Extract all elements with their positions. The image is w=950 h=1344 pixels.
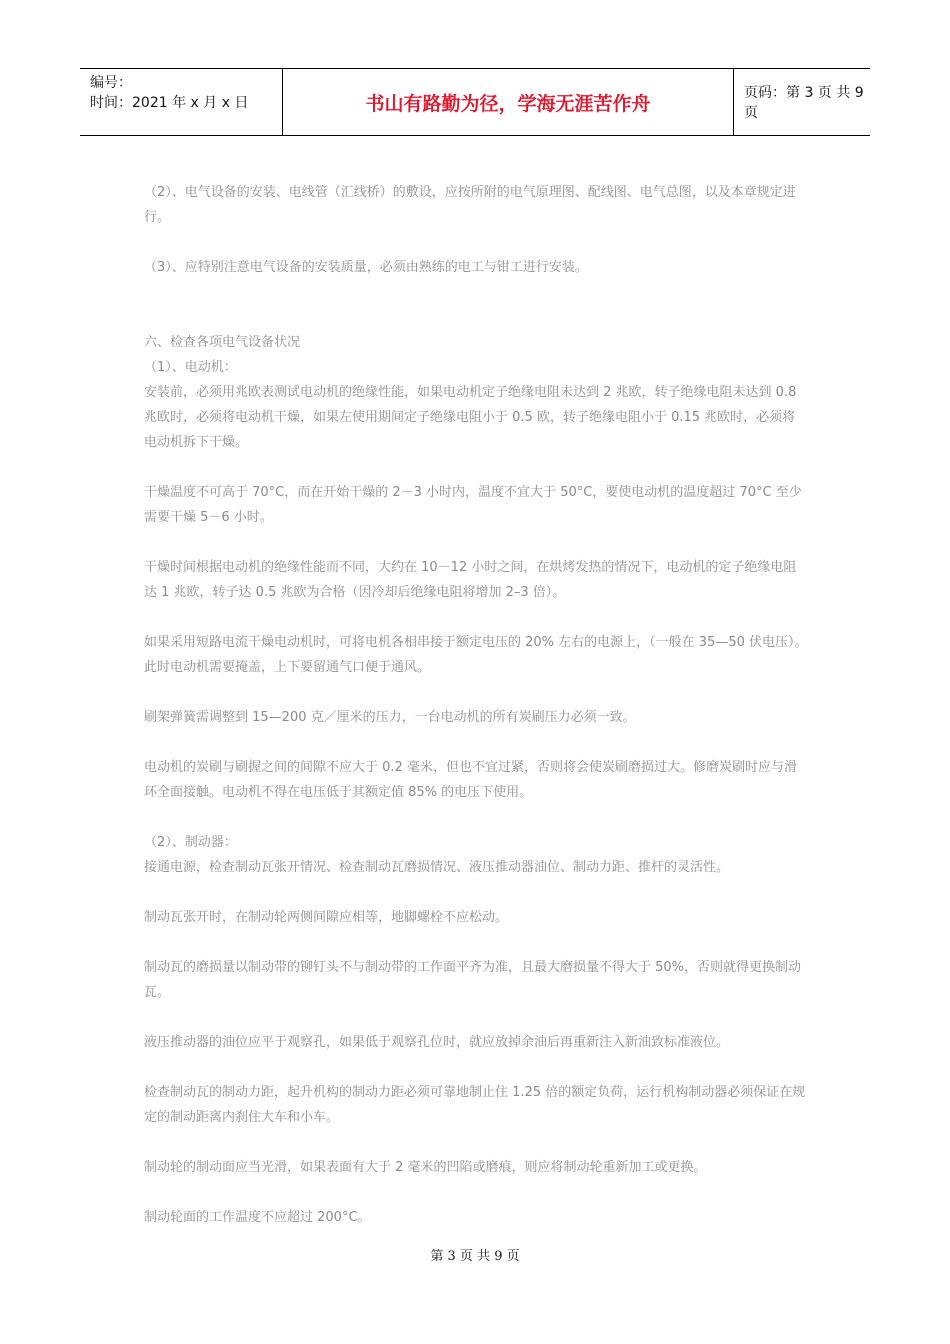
- header-motto: 书山有路勤为径，学海无涯苦作舟: [365, 92, 651, 115]
- paragraph: （3）、应特别注意电气设备的安装质量，必须由熟练的电工与钳工进行安装。: [144, 260, 588, 275]
- paragraph: 刷架弹簧需调整到 15—200 克／厘米的压力，一台电动机的所有炭刷压力必须一致。: [144, 710, 636, 725]
- header-page-number: 页码：第 3 页 共 9 页: [744, 85, 864, 121]
- paragraph: 制动轮面的工作温度不应超过 200°C。: [144, 1210, 371, 1225]
- spacer: [144, 305, 808, 330]
- paragraph: 安装前，必须用兆欧表测试电动机的绝缘性能，如果电动机定子绝缘电阻未达到 2 兆欧，转子绝缘电阻未达到 0.8 兆欧时，必须将电动机干燥，如果左使用期间定子绝缘电阻小于 0.5 欧，转子绝缘电阻小于 0.15 兆欧时，必须将电动机拆下干燥。: [144, 385, 797, 450]
- header-motto-cell: [282, 69, 734, 135]
- page-footer: 第 3 页 共 9 页: [430, 1249, 520, 1264]
- document-body: [144, 180, 808, 1255]
- paragraph: 接通电源，检查制动瓦张开情况、检查制动瓦磨损情况、液压推动器油位、制动力距、推杆的灵活性。: [144, 860, 730, 875]
- subsection-title: （1）、电动机：: [144, 360, 237, 375]
- paragraph: 检查制动瓦的制动力距，起升机构的制动力距必须可靠地制止住 1.25 倍的额定负荷，运行机构制动器必须保证在规定的制动距离内刹住大车和小车。: [144, 1085, 806, 1125]
- page-header: [80, 68, 870, 136]
- paragraph: 液压推动器的油位应平于观察孔，如果低于观察孔位时，就应放掉余油后再重新注入新油致标准液位。: [144, 1035, 730, 1050]
- paragraph: 干燥时间根据电动机的绝缘性能而不同，大约在 10－12 小时之间，在烘烤发热的情况下，电动机的定子绝缘电阻达 1 兆欧，转子达 0.5 兆欧为合格（因冷却后绝缘电阻将增加 2–3 倍）。: [144, 560, 797, 600]
- header-meta: [80, 69, 282, 135]
- section-title: 六、检查各项电气设备状况: [144, 335, 301, 350]
- paragraph: 电动机的炭刷与刷握之间的间隙不应大于 0.2 毫米，但也不宜过紧，否则将会使炭刷磨损过大。修磨炭刷时应与滑环全面接触。电动机不得在电压低于其额定值 85% 的电压下使用。: [144, 760, 797, 800]
- paragraph: 制动瓦张开时，在制动轮两侧间隙应相等，地脚螺栓不应松动。: [144, 910, 509, 925]
- subsection-title: （2）、制动器：: [144, 835, 237, 850]
- paragraph: 制动瓦的磨损量以制动带的铆钉头不与制动带的工作面平齐为准，且最大磨损量不得大于 50%，否则就得更换制动瓦。: [144, 960, 802, 1000]
- document-time: 时间：2021 年 x 月 x 日: [90, 95, 249, 111]
- paragraph: 制动轮的制动面应当光滑，如果表面有大于 2 毫米的凹陷或磨痕，则应将制动轮重新加工或更换。: [144, 1160, 707, 1175]
- document-number: 编号：: [90, 75, 132, 91]
- paragraph: （2）、电气设备的安装、电线管（汇线桥）的敷设，应按所附的电气原理图、配线图、电气总图，以及本章规定进行。: [144, 185, 796, 225]
- paragraph: 如果采用短路电流干燥电动机时，可将电机各相串接于额定电压的 20% 左右的电源上，（一般在 35—50 伏电压）。此时电动机需要掩盖，上下要留通气口便于通风。: [144, 635, 808, 675]
- paragraph: 干燥温度不可高于 70°C，而在开始干燥的 2－3 小时内，温度不宜大于 50°C，要使电动机的温度超过 70°C 至少需要干燥 5－6 小时。: [144, 485, 802, 525]
